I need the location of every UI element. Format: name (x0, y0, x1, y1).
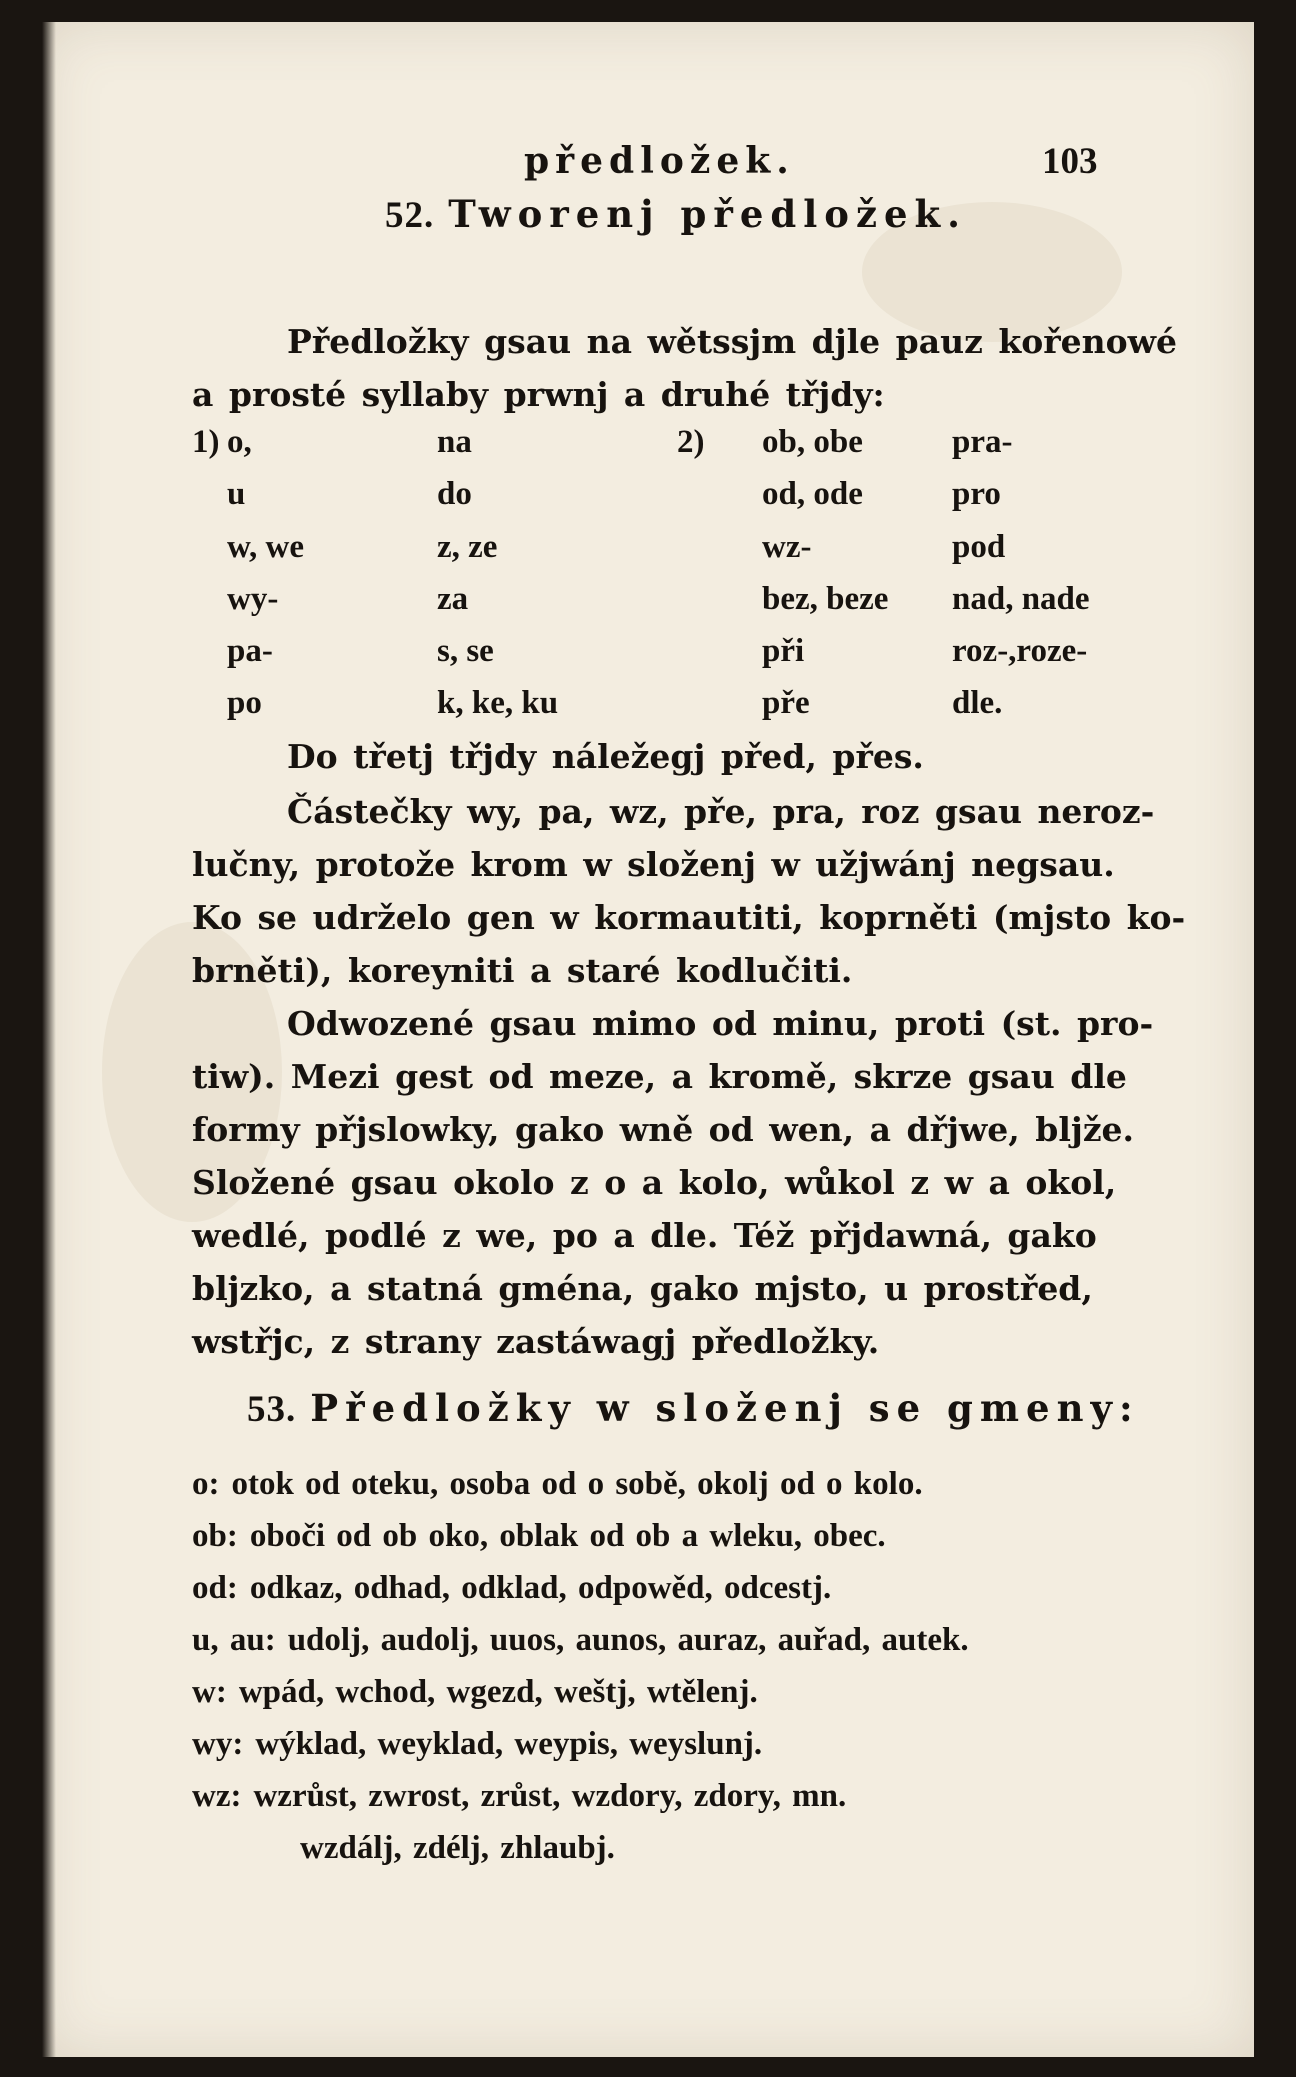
example-line (192, 1466, 923, 1503)
example-line (192, 1622, 969, 1659)
intro-line: a prosté syllaby prwnj a druhé třjdy: (192, 375, 885, 414)
table-cell: na (437, 424, 472, 460)
table-cell: o, (227, 424, 252, 460)
table-cell: 1) (192, 424, 220, 460)
body-line: wstřjc, z strany zastáwagj předložky. (192, 1322, 880, 1361)
table-row (192, 529, 1152, 581)
table-cell: dle. (952, 685, 1003, 722)
page-number: 103 (1042, 141, 1098, 182)
example-text: udolj, audolj, uuos, aunos, auraz, auřad, autek. (287, 1622, 969, 1658)
table-cell: při (762, 633, 805, 670)
example-line (192, 1778, 846, 1815)
example-text: wzrůst, zwrost, zrůst, wzdory, zdory, mn. (253, 1778, 847, 1814)
example-continuation: wzdálj, zdélj, zhlaubj. (300, 1830, 615, 1866)
example-key: ob: (192, 1518, 238, 1554)
table-row (192, 424, 1152, 476)
table-cell: 2) (677, 424, 705, 460)
section-title: Tworenj předložek. (448, 192, 968, 236)
body-line: Částečky wy, pa, wz, pře, pra, roz gsau neroz- (287, 792, 1155, 831)
example-line (192, 1570, 831, 1607)
example-text: odkaz, odhad, odklad, odpowěd, odcestj. (249, 1570, 832, 1606)
example-text: wpád, wchod, wgezd, weštj, wtělenj. (238, 1674, 758, 1710)
section-number: 52. (385, 195, 435, 236)
example-line (192, 1518, 886, 1555)
table-cell: nad, nade (952, 580, 1090, 617)
book-page (42, 22, 1254, 2057)
table-cell: pra- (952, 424, 1013, 460)
table-cell: za (437, 580, 469, 617)
table-cell: pře (762, 685, 810, 722)
table-cell: bez, beze (762, 580, 889, 617)
table-cell: z, ze (437, 528, 498, 565)
table-cell: po (227, 685, 262, 722)
section-52-heading (385, 192, 967, 237)
example-key: wy: (192, 1726, 244, 1762)
body-line: wedlé, podlé z we, po a dle. Též přjdawná, gako (192, 1216, 1097, 1255)
table-row (192, 476, 1152, 528)
example-text: otok od oteku, osoba od o sobě, okolj od o kolo. (231, 1466, 923, 1502)
table-cell: k, ke, ku (437, 685, 559, 722)
table-cell: ob, obe (762, 424, 863, 460)
example-text: wýklad, weyklad, weypis, weyslunj. (255, 1726, 763, 1762)
example-line (192, 1726, 762, 1763)
body-line: Do třetj třjdy náležegj před, přes. (287, 737, 924, 776)
body-line: bljzko, a statná gména, gako mjsto, u prostřed, (192, 1269, 1093, 1308)
example-key: w: (192, 1674, 227, 1710)
section-53-heading (247, 1386, 1140, 1431)
table-cell: pro (952, 476, 1001, 513)
example-key: u, au: (192, 1622, 276, 1658)
prepositions-table (192, 424, 1152, 738)
example-key: od: (192, 1570, 238, 1606)
body-line: Složené gsau okolo z o a kolo, wůkol z w a okol, (192, 1163, 1117, 1202)
table-cell: pod (952, 528, 1006, 565)
table-cell: roz-,roze- (952, 633, 1088, 670)
example-key: wz: (192, 1778, 242, 1814)
table-row (192, 685, 1152, 737)
table-cell: s, se (437, 633, 494, 670)
table-row (192, 633, 1152, 685)
example-key: o: (192, 1466, 220, 1502)
body-line: brněti), koreyniti a staré kodlučiti. (192, 951, 853, 990)
table-cell: pa- (227, 633, 273, 670)
body-line: Ko se udrželo gen w kormautiti, koprněti (mjsto ko- (192, 898, 1186, 937)
example-text: oboči od ob oko, oblak od ob a wleku, obec. (249, 1518, 886, 1554)
table-cell: w, we (227, 528, 304, 565)
table-row (192, 581, 1152, 633)
table-cell: wz- (762, 528, 812, 565)
intro-line: Předložky gsau na wětssjm djle pauz kořenowé (287, 322, 1177, 361)
table-cell: od, ode (762, 476, 863, 513)
body-line: Odwozené gsau mimo od minu, proti (st. pro- (287, 1004, 1154, 1043)
table-cell: wy- (227, 580, 279, 617)
body-line: tiw). Mezi gest od meze, a kromě, skrze gsau dle (192, 1057, 1127, 1096)
body-line: lučny, protože krom w složenj w užjwánj negsau. (192, 845, 1115, 884)
section-number: 53. (247, 1389, 297, 1430)
running-header (42, 140, 1254, 190)
body-line: formy přjslowky, gako wně od wen, a dřjwe, bljže. (192, 1110, 1135, 1149)
example-line (192, 1674, 758, 1711)
section-title: Předložky w složenj se gmeny: (310, 1386, 1140, 1430)
table-cell: do (437, 476, 472, 513)
running-title: předložek. (524, 140, 795, 182)
table-cell: u (227, 476, 246, 513)
